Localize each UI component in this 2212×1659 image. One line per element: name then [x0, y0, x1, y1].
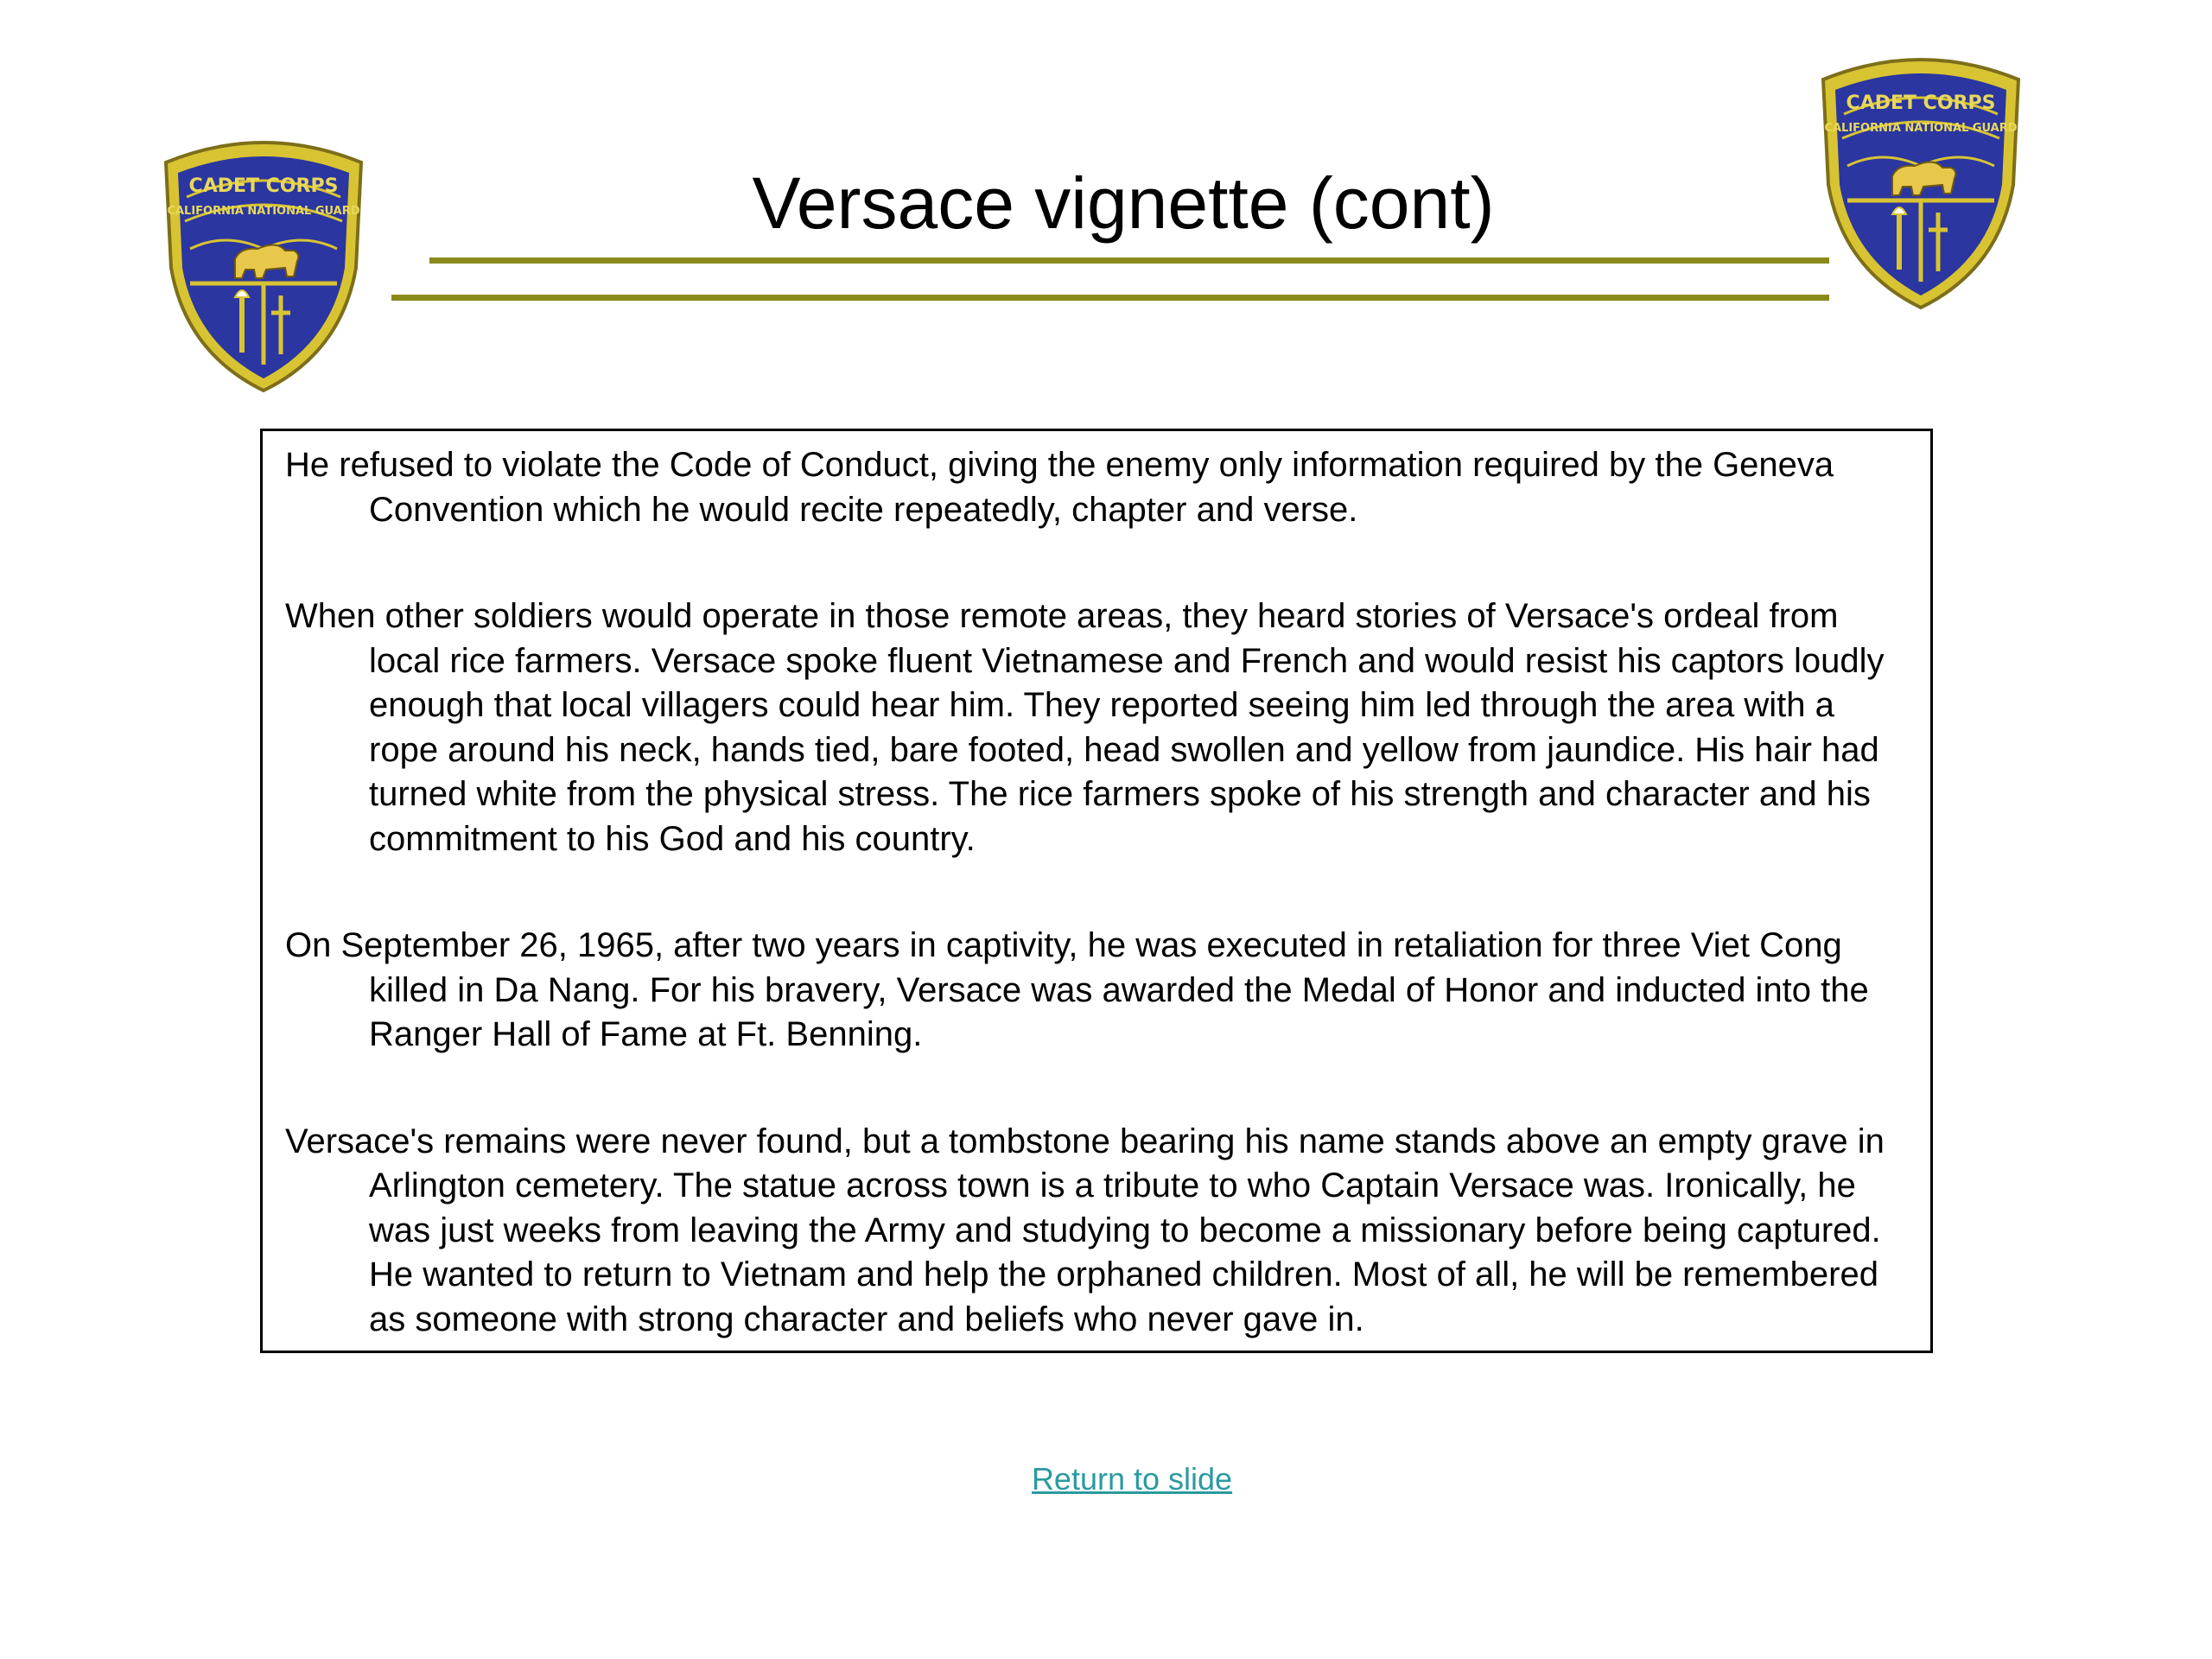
- return-to-slide-link[interactable]: Return to slide: [1031, 1461, 1233, 1497]
- content-text-box: [260, 429, 1933, 1353]
- svg-text:CALIFORNIA NATIONAL GUARD: CALIFORNIA NATIONAL GUARD: [1824, 122, 2018, 135]
- paragraph-code-of-conduct: He refused to violate the Code of Conduct, giving the enemy only information required by the Geneva Convention which he would recite repeatedly, chapter and verse.: [285, 446, 1834, 529]
- svg-text:CADET CORPS: CADET CORPS: [188, 175, 339, 197]
- svg-text:CALIFORNIA NATIONAL GUARD: CALIFORNIA NATIONAL GUARD: [167, 205, 360, 218]
- cadet-corps-shield-icon: [1813, 55, 2029, 313]
- cadet-corps-emblem-right: [1813, 55, 2029, 313]
- cadet-corps-shield-icon: [156, 138, 372, 396]
- svg-text:CADET CORPS: CADET CORPS: [1846, 92, 1996, 114]
- title-rule-top: [429, 257, 1829, 264]
- cadet-corps-emblem-left: [156, 138, 372, 396]
- paragraph-execution: On September 26, 1965, after two years in captivity, he was executed in retaliation for three Viet Cong killed in Da Nang. For his bravery, Versace was awarded the Medal of Honor and inducted into the Ranger Hall of Fame at Ft. Benning.: [285, 926, 1869, 1053]
- paragraph-rice-farmers: When other soldiers would operate in those remote areas, they heard stories of Versace's ordeal from local rice farmers. Versace spoke fluent Vietnamese and French and would resist his captors loudly enough that local villagers could hear him. They reported seeing him led through the area with a rope around his neck, hands tied, bare footed, head swollen and yellow from jaundice. His hair had turned white from the physical stress. The rice farmers spoke of his strength and character and his commitment to his God and his country.: [285, 597, 1885, 858]
- title-rule-bottom: [391, 295, 1829, 301]
- paragraph-remains: Versace's remains were never found, but a tombstone bearing his name stands above an empty grave in Arlington cemetery. The statue across town is a tribute to who Captain Versace was. Ironically, he was just weeks from leaving the Army and studying to become a missionary before being captured. He wanted to return to Vietnam and help the orphaned children. Most of all, he will be remembered as someone with strong character and beliefs who never gave in.: [285, 1122, 1885, 1338]
- slide-title: Versace vignette (cont): [752, 162, 1495, 244]
